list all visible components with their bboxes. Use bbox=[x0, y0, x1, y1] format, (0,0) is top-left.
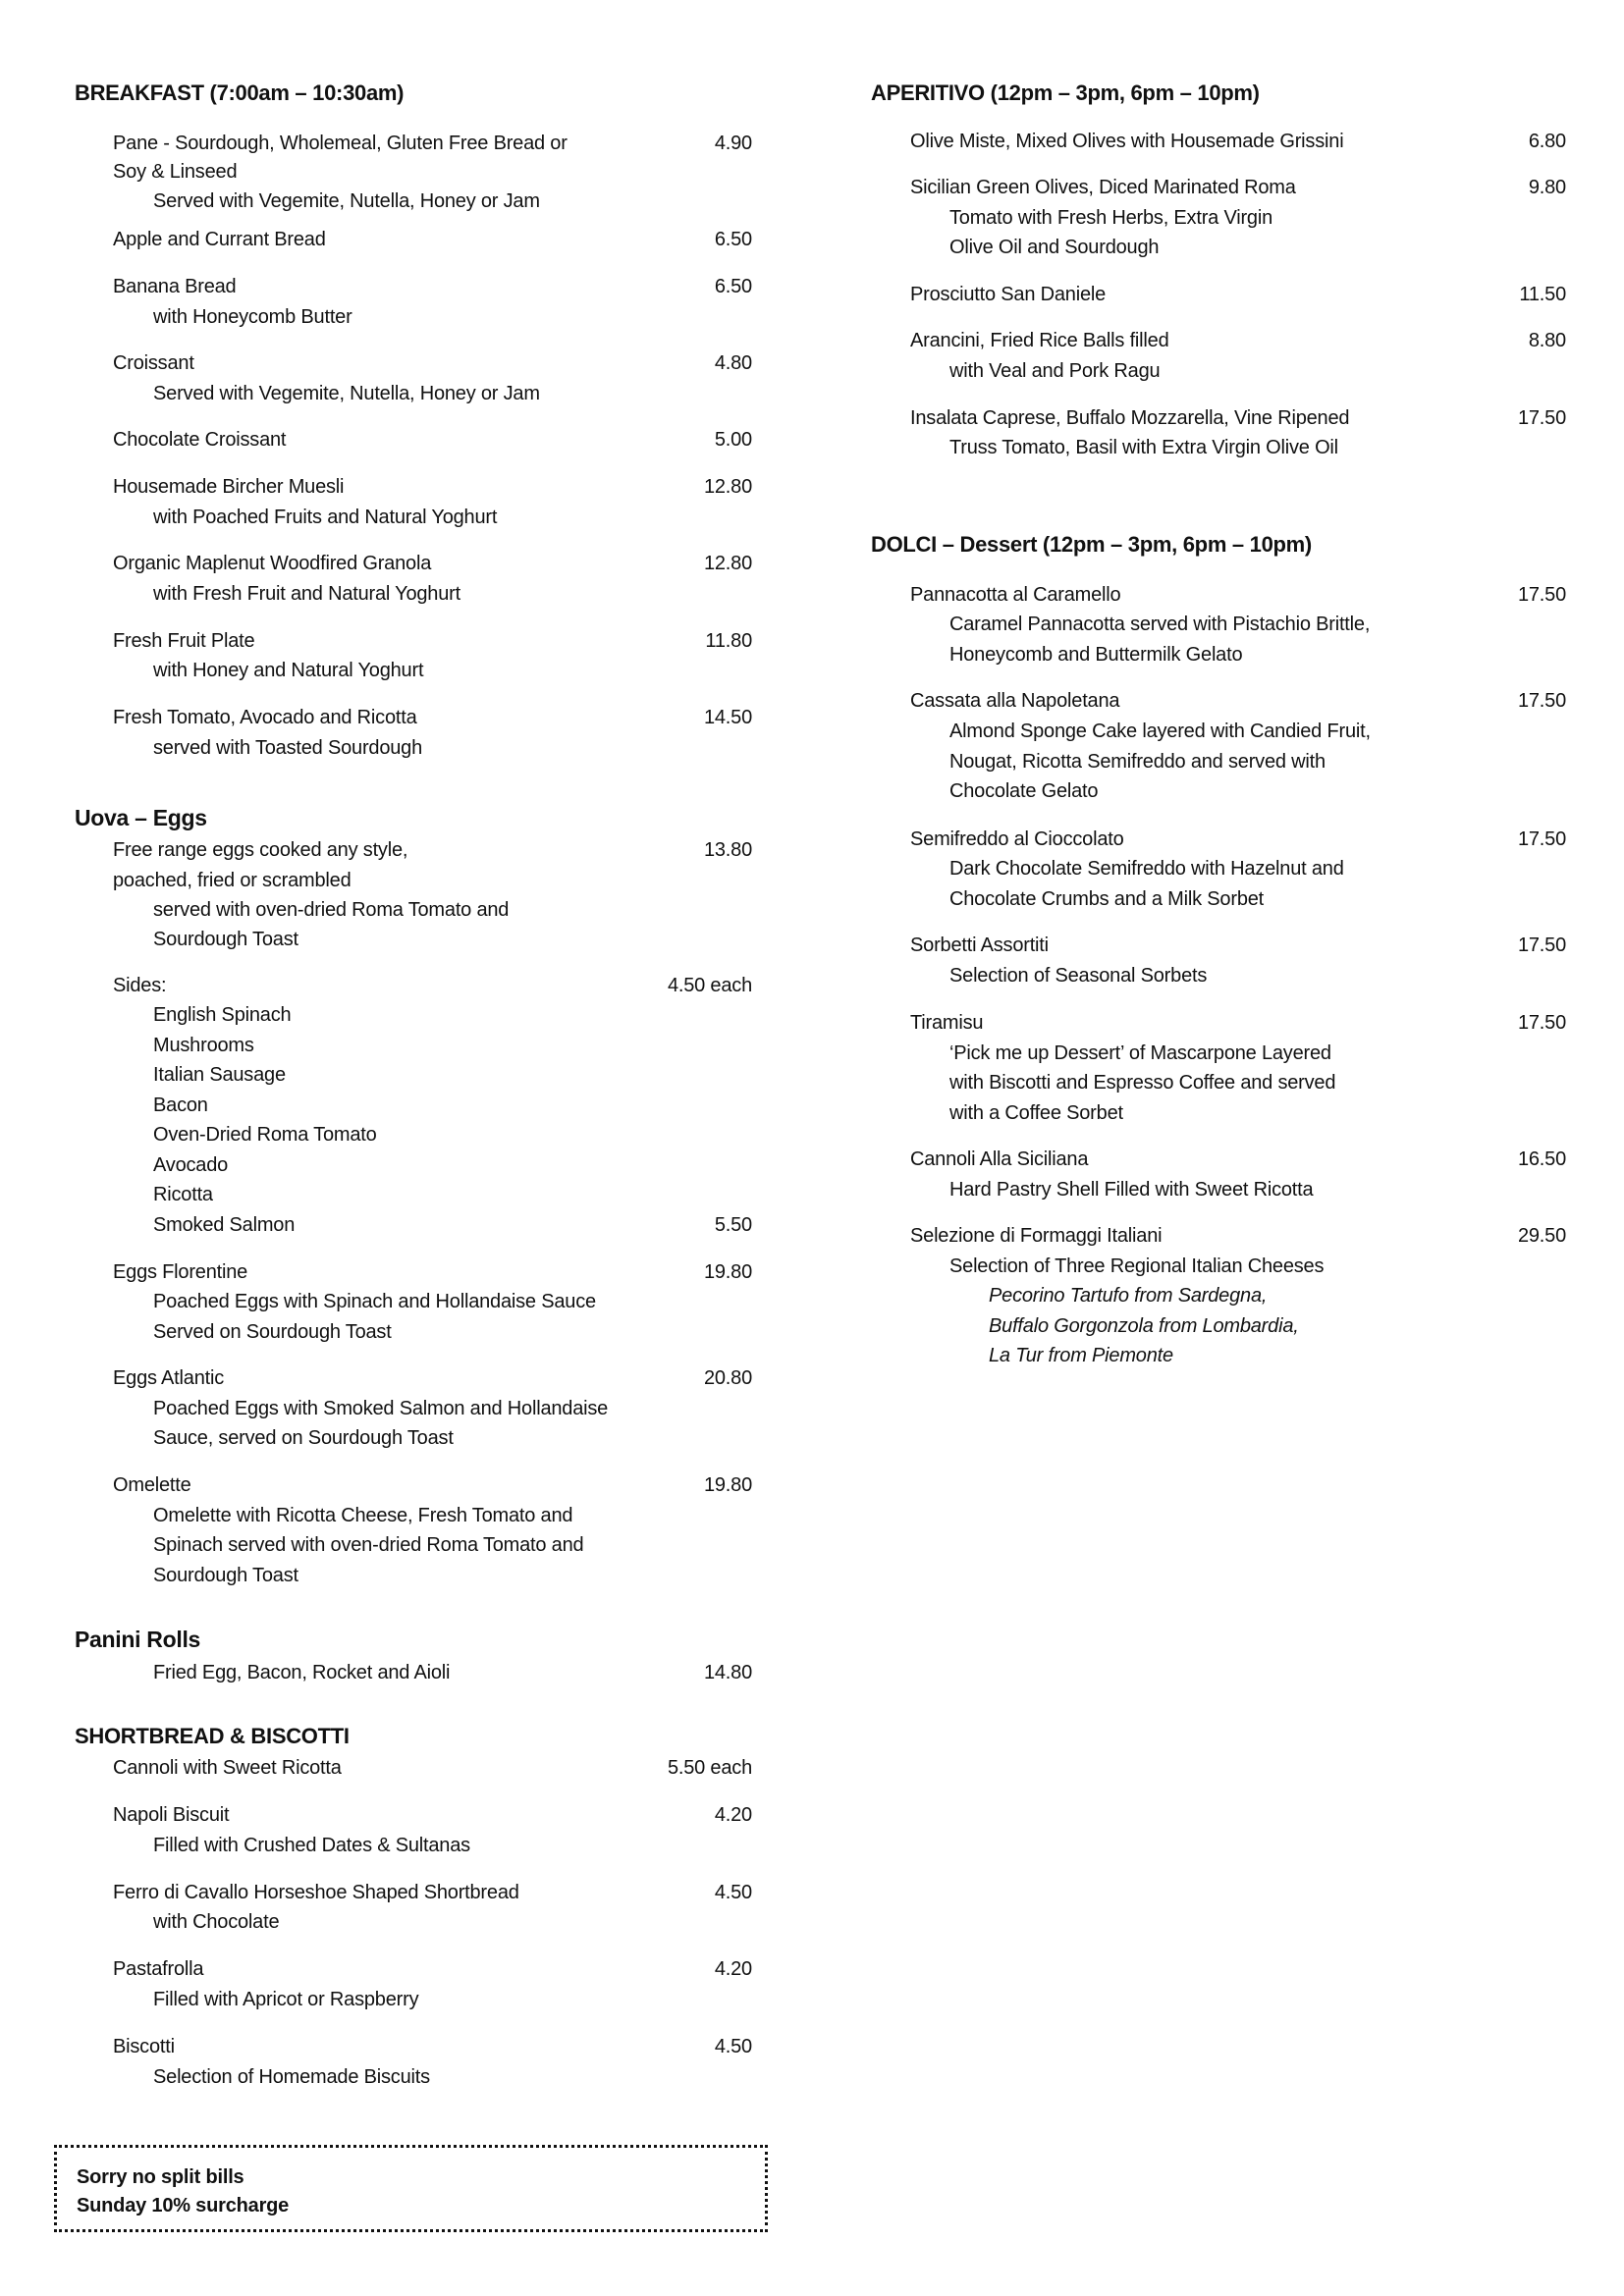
side-item: Mushrooms bbox=[153, 1035, 254, 1056]
item-price: 17.50 bbox=[1517, 584, 1566, 606]
item-name: Pane - Sourdough, Wholemeal, Gluten Free Bread or bbox=[113, 133, 568, 154]
item-price: 17.50 bbox=[1517, 934, 1566, 956]
item-name: Prosciutto San Daniele bbox=[910, 284, 1107, 305]
item-description: with Honeycomb Butter bbox=[153, 306, 352, 328]
item-description: Tomato with Fresh Herbs, Extra Virgin bbox=[949, 207, 1273, 229]
item-description: Dark Chocolate Semifreddo with Hazelnut and bbox=[949, 858, 1344, 880]
item-price: 12.80 bbox=[703, 476, 752, 498]
item-price: 4.50 each bbox=[667, 975, 752, 996]
item-name: Sorbetti Assortiti bbox=[910, 934, 1049, 956]
item-price: 19.80 bbox=[703, 1261, 752, 1283]
cheese-detail: La Tur from Piemonte bbox=[989, 1345, 1173, 1366]
item-price: 4.80 bbox=[714, 352, 752, 374]
section-heading-eggs: Uova – Eggs bbox=[75, 805, 207, 830]
side-item: Oven-Dried Roma Tomato bbox=[153, 1124, 377, 1146]
item-name: Soy & Linseed bbox=[113, 161, 238, 183]
section-heading-panini: Panini Rolls bbox=[75, 1627, 201, 1652]
item-name: Apple and Currant Bread bbox=[113, 229, 326, 250]
item-name: Cassata alla Napoletana bbox=[910, 690, 1120, 712]
cheese-detail: Pecorino Tartufo from Sardegna, bbox=[989, 1285, 1268, 1307]
item-name: Eggs Atlantic bbox=[113, 1367, 225, 1389]
item-name: Ferro di Cavallo Horseshoe Shaped Shortbread bbox=[113, 1882, 519, 1903]
side-item: Smoked Salmon bbox=[153, 1214, 296, 1236]
item-name: Napoli Biscuit bbox=[113, 1804, 230, 1826]
item-price: 6.50 bbox=[714, 276, 752, 297]
item-price: 4.50 bbox=[714, 1882, 752, 1903]
item-description: Omelette with Ricotta Cheese, Fresh Tomato and bbox=[153, 1505, 573, 1526]
item-description: Almond Sponge Cake layered with Candied Fruit, bbox=[949, 721, 1371, 742]
item-description: Hard Pastry Shell Filled with Sweet Ricotta bbox=[949, 1179, 1314, 1201]
item-name: Organic Maplenut Woodfired Granola bbox=[113, 553, 432, 574]
item-name: Omelette bbox=[113, 1474, 191, 1496]
item-name: Banana Bread bbox=[113, 276, 237, 297]
item-description: Selection of Homemade Biscuits bbox=[153, 2066, 430, 2088]
item-price: 6.50 bbox=[714, 229, 752, 250]
item-description: with Fresh Fruit and Natural Yoghurt bbox=[153, 583, 460, 605]
item-name: Arancini, Fried Rice Balls filled bbox=[910, 330, 1169, 351]
notice-sunday-surcharge: Sunday 10% surcharge bbox=[77, 2195, 290, 2216]
item-description: Nougat, Ricotta Semifreddo and served with bbox=[949, 751, 1326, 773]
item-name: Cannoli Alla Siciliana bbox=[910, 1148, 1089, 1170]
item-name: Selezione di Formaggi Italiani bbox=[910, 1225, 1163, 1247]
item-description: Caramel Pannacotta served with Pistachio Brittle, bbox=[949, 614, 1371, 635]
item-price: 11.50 bbox=[1519, 284, 1566, 305]
item-description: Fried Egg, Bacon, Rocket and Aioli bbox=[153, 1662, 451, 1683]
item-price: 20.80 bbox=[703, 1367, 752, 1389]
item-price: 17.50 bbox=[1517, 1012, 1566, 1034]
section-heading-aperitivo: APERITIVO (12pm – 3pm, 6pm – 10pm) bbox=[871, 80, 1260, 105]
item-price: 6.80 bbox=[1528, 131, 1566, 152]
item-name: Fresh Tomato, Avocado and Ricotta bbox=[113, 707, 417, 728]
section-heading-shortbread: SHORTBREAD & BISCOTTI bbox=[75, 1724, 350, 1748]
side-item: English Spinach bbox=[153, 1004, 292, 1026]
item-name: Fresh Fruit Plate bbox=[113, 630, 255, 652]
item-description: Spinach served with oven-dried Roma Tomato and bbox=[153, 1534, 584, 1556]
item-description: ‘Pick me up Dessert’ of Mascarpone Layered bbox=[949, 1042, 1331, 1064]
item-name: Eggs Florentine bbox=[113, 1261, 248, 1283]
item-name: Croissant bbox=[113, 352, 194, 374]
item-name: Olive Miste, Mixed Olives with Housemade Grissini bbox=[910, 131, 1344, 152]
item-description: Poached Eggs with Smoked Salmon and Hollandaise bbox=[153, 1398, 609, 1419]
side-item: Bacon bbox=[153, 1095, 208, 1116]
item-price: 14.80 bbox=[703, 1662, 752, 1683]
item-description: with Poached Fruits and Natural Yoghurt bbox=[153, 507, 498, 528]
item-price: 4.90 bbox=[714, 133, 752, 154]
notice-box bbox=[54, 2145, 768, 2232]
item-description: with a Coffee Sorbet bbox=[949, 1102, 1123, 1124]
item-description: Selection of Seasonal Sorbets bbox=[949, 965, 1208, 987]
item-price: 5.50 each bbox=[667, 1757, 752, 1779]
item-description: Olive Oil and Sourdough bbox=[949, 237, 1160, 258]
item-name: Biscotti bbox=[113, 2036, 175, 2057]
item-description: Sourdough Toast bbox=[153, 929, 298, 950]
item-price: 4.20 bbox=[714, 1804, 752, 1826]
item-description: Honeycomb and Buttermilk Gelato bbox=[949, 644, 1243, 666]
item-description: Served with Vegemite, Nutella, Honey or Jam bbox=[153, 383, 540, 404]
item-description: Served with Vegemite, Nutella, Honey or Jam bbox=[153, 190, 540, 212]
item-price: 8.80 bbox=[1528, 330, 1566, 351]
section-heading-breakfast: BREAKFAST (7:00am – 10:30am) bbox=[75, 80, 405, 105]
item-price: 17.50 bbox=[1517, 407, 1566, 429]
notice-split-bills: Sorry no split bills bbox=[77, 2166, 244, 2188]
item-price: 17.50 bbox=[1517, 690, 1566, 712]
item-name: Free range eggs cooked any style, bbox=[113, 839, 408, 861]
item-price: 5.00 bbox=[714, 429, 752, 451]
item-name: Housemade Bircher Muesli bbox=[113, 476, 345, 498]
item-description: Filled with Crushed Dates & Sultanas bbox=[153, 1835, 470, 1856]
item-description: with Veal and Pork Ragu bbox=[949, 360, 1161, 382]
item-price: 4.50 bbox=[714, 2036, 752, 2057]
item-price: 13.80 bbox=[703, 839, 752, 861]
item-name: Sicilian Green Olives, Diced Marinated Roma bbox=[910, 177, 1296, 198]
item-price: 17.50 bbox=[1517, 828, 1566, 850]
item-name: Chocolate Croissant bbox=[113, 429, 287, 451]
item-name: poached, fried or scrambled bbox=[113, 870, 352, 891]
item-description: served with oven-dried Roma Tomato and bbox=[153, 899, 510, 921]
side-item: Avocado bbox=[153, 1154, 229, 1176]
item-description: Truss Tomato, Basil with Extra Virgin Olive Oil bbox=[949, 437, 1338, 458]
item-name: Tiramisu bbox=[910, 1012, 984, 1034]
side-item: Ricotta bbox=[153, 1184, 213, 1205]
side-item: Italian Sausage bbox=[153, 1064, 286, 1086]
item-price: 19.80 bbox=[703, 1474, 752, 1496]
item-description: with Honey and Natural Yoghurt bbox=[153, 660, 424, 681]
item-price: 16.50 bbox=[1517, 1148, 1566, 1170]
item-price: 11.80 bbox=[705, 630, 752, 652]
item-description: Sourdough Toast bbox=[153, 1565, 298, 1586]
item-price: 9.80 bbox=[1528, 177, 1566, 198]
section-heading-dolci: DOLCI – Dessert (12pm – 3pm, 6pm – 10pm) bbox=[871, 532, 1312, 557]
item-description: Sauce, served on Sourdough Toast bbox=[153, 1427, 454, 1449]
item-price: 12.80 bbox=[703, 553, 752, 574]
item-name: Cannoli with Sweet Ricotta bbox=[113, 1757, 342, 1779]
item-name: Sides: bbox=[113, 975, 167, 996]
cheese-detail: Buffalo Gorgonzola from Lombardia, bbox=[989, 1315, 1299, 1337]
item-name: Pastafrolla bbox=[113, 1958, 204, 1980]
item-description: Filled with Apricot or Raspberry bbox=[153, 1989, 419, 2010]
item-description: with Biscotti and Espresso Coffee and served bbox=[949, 1072, 1336, 1094]
item-description: Served on Sourdough Toast bbox=[153, 1321, 392, 1343]
item-description: served with Toasted Sourdough bbox=[153, 737, 423, 759]
item-description: Chocolate Gelato bbox=[949, 780, 1099, 802]
item-name: Pannacotta al Caramello bbox=[910, 584, 1121, 606]
item-name: Insalata Caprese, Buffalo Mozzarella, Vine Ripened bbox=[910, 407, 1350, 429]
item-description: Selection of Three Regional Italian Cheeses bbox=[949, 1255, 1325, 1277]
item-description: Poached Eggs with Spinach and Hollandaise Sauce bbox=[153, 1291, 596, 1312]
item-description: with Chocolate bbox=[153, 1911, 280, 1933]
item-description: Chocolate Crumbs and a Milk Sorbet bbox=[949, 888, 1265, 910]
item-price: 4.20 bbox=[714, 1958, 752, 1980]
item-price: 14.50 bbox=[703, 707, 752, 728]
item-price: 5.50 bbox=[714, 1214, 752, 1236]
item-name: Semifreddo al Cioccolato bbox=[910, 828, 1124, 850]
item-price: 29.50 bbox=[1517, 1225, 1566, 1247]
